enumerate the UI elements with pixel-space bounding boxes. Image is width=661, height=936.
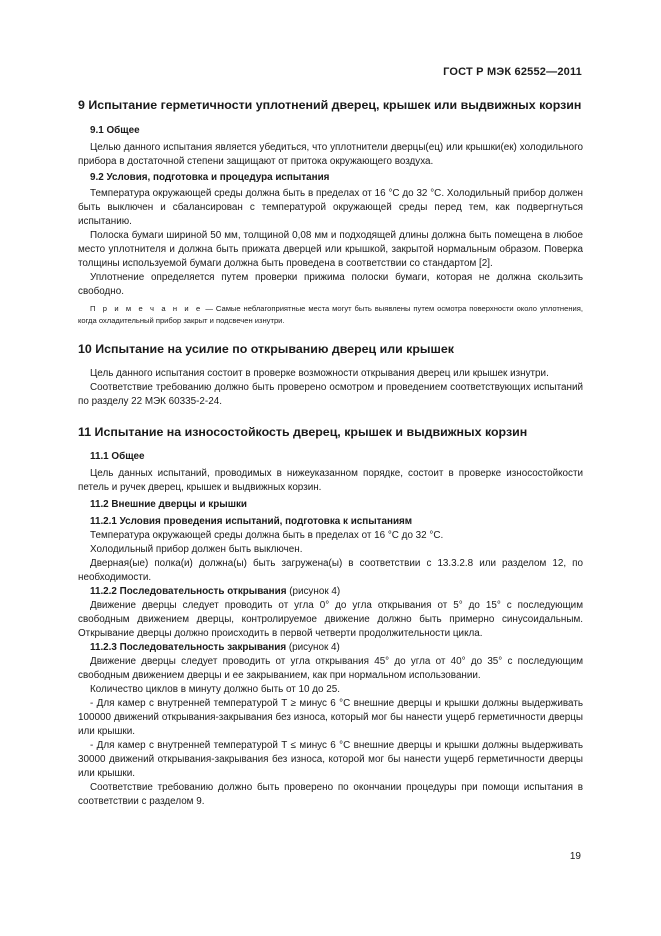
note-label: П р и м е ч а н и е <box>90 304 203 313</box>
page-content <box>78 97 583 809</box>
section-11-2-1-title: 11.2.1 Условия проведения испытаний, подготовка к испытаниям <box>90 516 413 527</box>
section-9-1-title: 9.1 Общее <box>90 125 140 136</box>
section-11-2-1-paragraph-2: Холодильный прибор должен быть выключен. <box>90 544 303 555</box>
section-9-2-paragraph-3: Уплотнение определяется путем проверки прижима полоски бумаги, которая не должна скользить свободно. <box>78 272 583 297</box>
page-number: 19 <box>569 851 581 862</box>
section-11-1-title: 11.1 Общее <box>90 451 145 462</box>
section-11-2-2-paragraph: Движение дверцы следует проводить от угла 0° до угла открывания от 5° до 15° с последующим свободным движением дверцы, контролируемое движение должно быть примерно синусоидальным. Открывание дверцы должно происходить в первой четверти продолжительности цикла. <box>78 600 583 639</box>
document-header: ГОСТ Р МЭК 62552—2011 <box>443 66 582 78</box>
section-11-1-paragraph: Цель данных испытаний, проводимых в нижеуказанном порядке, состоит в проверке износостойкости петель и ручек дверец, крышек и выдвижных корзин. <box>78 468 583 493</box>
note <box>78 303 583 327</box>
section-11-2-3-bullet-2: - Для камер с внутренней температурой Т ≤ минус 6 °С внешние дверцы и крышки должны выдерживать 30000 движений открывания-закрывания без износа, которой мог бы нанести ущерб герметичности дверцы или крышки. <box>78 740 583 779</box>
section-11-2-3-figure-ref: (рисунок 4) <box>286 642 340 653</box>
section-11-2-3-heading <box>78 641 583 655</box>
section-11-2-3-bullet-1: - Для камер с внутренней температурой Т ≥ минус 6 °С внешние дверцы и крышки должны выдерживать 100000 движений открывания-закрывания без износа, который мог бы нанести ущерб герметичности дверцы или крышки. <box>78 698 583 737</box>
section-11-2-3-paragraph-1: Движение дверцы следует проводить от угла открывания 45° до угла от 40° до 35° с последующим свободным движением дверцы и ее закрыванием, как при нормальном использовании. <box>78 656 583 681</box>
note-text: — Самые неблагоприятные места могут быть выявлены путем осмотра поверхности около уплотнения, когда охладительный прибор закрыт и подсвечен изнутри. <box>78 304 583 325</box>
section-11-2-3-title: 11.2.3 Последовательность закрывания <box>90 642 287 653</box>
section-10-title: 10 Испытание на усилие по открыванию дверец или крышек <box>78 342 454 356</box>
section-11-title: 11 Испытание на износостойкость дверец, крышек и выдвижных корзин <box>78 425 528 439</box>
section-11-2-1-paragraph-3: Дверная(ые) полка(и) должна(ы) быть загружена(ы) в соответствии с 13.3.2.8 или разделом 12, по необходимости. <box>78 558 583 583</box>
section-11-2-title: 11.2 Внешние дверцы и крышки <box>90 499 247 510</box>
section-9-2-paragraph-1: Температура окружающей среды должна быть в пределах от 16 °С до 32 °С. Холодильный прибор должен быть выключен и сбалансирован с температурой окружающей среды перед тем, как подвергнуться испытанию. <box>78 188 583 227</box>
section-10-paragraph-2: Соответствие требованию должно быть проверено осмотром и проведением соответствующих испытаний по разделу 22 МЭК 60335-2-24. <box>78 382 583 407</box>
section-11-2-3-paragraph-2: Количество циклов в минуту должно быть от 10 до 25. <box>90 684 340 695</box>
section-9-1-paragraph: Целью данного испытания является убедиться, что уплотнители дверцы(ец) или крышки(ек) холодильного прибора в достаточной степени защищают от притока окружающего воздуха. <box>78 142 583 167</box>
section-11-2-2-figure-ref: (рисунок 4) <box>286 586 341 597</box>
section-9-2-title: 9.2 Условия, подготовка и процедура испытания <box>90 172 330 183</box>
section-11-2-2-title: 11.2.2 Последовательность открывания <box>90 586 287 597</box>
section-9-title: 9 Испытание герметичности уплотнений дверец, крышек или выдвижных корзин <box>78 98 582 112</box>
section-11-2-3-paragraph-3: Соответствие требованию должно быть проверено по окончании процедуры при помощи испытания в соответствии с разделом 9. <box>78 782 583 807</box>
section-10-paragraph-1: Цель данного испытания состоит в проверке возможности открывания дверец или крышек изнутри. <box>90 368 549 379</box>
section-11-2-2-heading <box>78 585 583 599</box>
section-9-2-paragraph-2: Полоска бумаги шириной 50 мм, толщиной 0,08 мм и подходящей длины должна быть помещена в любое место уплотнителя и должна быть прижата дверцей или крышкой, закрытой нормальным образом. Поверка толщины используемой бумаги должна быть проведена в соответствии со стандартом [2]. <box>78 230 583 269</box>
section-11-2-1-paragraph-1: Температура окружающей среды должна быть в пределах от 16 °С до 32 °С. <box>90 530 444 541</box>
